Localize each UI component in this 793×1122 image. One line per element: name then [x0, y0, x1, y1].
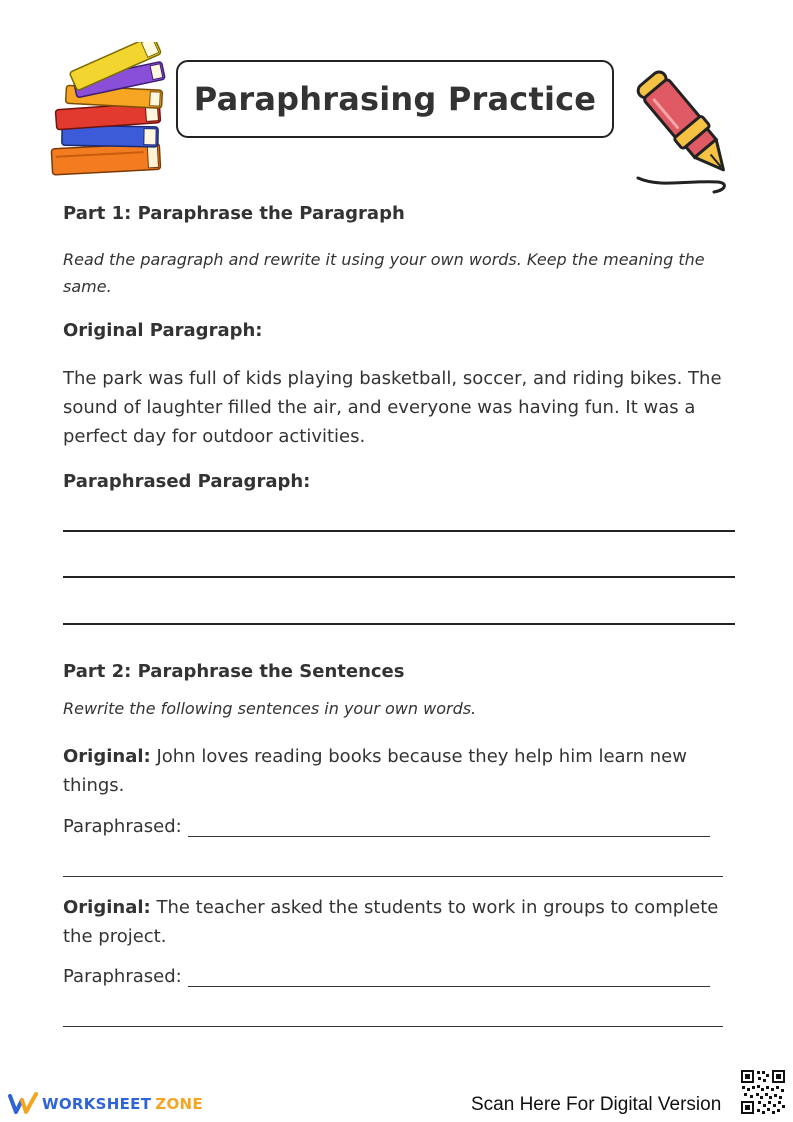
sentence-1-answer-line-2[interactable]: [63, 876, 723, 877]
part2-instruction: Rewrite the following sentences in your own words.: [63, 699, 477, 718]
sentence-1-original-label: Original:: [63, 746, 151, 767]
sentence-2: [63, 893, 743, 951]
part1-heading: Part 1: Paraphrase the Paragraph: [63, 203, 405, 224]
sentence-1-paraphrased-label: Paraphrased:: [63, 816, 182, 837]
brand-worksheet-text: WORKSHEET: [42, 1095, 152, 1113]
brand-zone-text: ZONE: [155, 1095, 203, 1113]
answer-line-3[interactable]: [63, 623, 735, 625]
answer-line-2[interactable]: [63, 576, 735, 578]
sentence-2-paraphrase-row: [63, 966, 710, 987]
part2-heading: Part 2: Paraphrase the Sentences: [63, 661, 405, 682]
qr-code-icon[interactable]: [740, 1069, 786, 1119]
paraphrased-paragraph-label: Paraphrased Paragraph:: [63, 471, 311, 492]
sentence-1-original-text: John loves reading books because they help him learn new things.: [63, 746, 687, 796]
scan-caption: Scan Here For Digital Version: [471, 1094, 722, 1115]
title-box: [176, 60, 614, 138]
books-stack-icon: [48, 42, 170, 186]
sentence-2-answer-line-2[interactable]: [63, 1026, 723, 1027]
sentence-1-answer-blank[interactable]: [188, 818, 710, 837]
sentence-1-paraphrase-row: [63, 816, 710, 837]
answer-line-1[interactable]: [63, 530, 735, 532]
sentence-2-answer-blank[interactable]: [188, 968, 710, 987]
part1-instruction: Read the paragraph and rewrite it using your own words. Keep the meaning the same.: [63, 250, 705, 296]
sentence-2-paraphrased-label: Paraphrased:: [63, 966, 182, 987]
brand-logo[interactable]: [8, 1092, 203, 1116]
worksheet-zone-logo-icon: [8, 1092, 38, 1116]
pen-icon: [630, 70, 752, 204]
page-title: Paraphrasing Practice: [193, 80, 597, 118]
original-paragraph-text: The park was full of kids playing basketball, soccer, and riding bikes. The sound of laughter filled the air, and everyone was having fun. It was a perfect day for outdoor activities.: [63, 368, 722, 447]
sentence-2-original-text: The teacher asked the students to work in groups to complete the project.: [63, 897, 719, 947]
sentence-1: [63, 742, 743, 800]
sentence-2-original-label: Original:: [63, 897, 151, 918]
original-paragraph-label: Original Paragraph:: [63, 320, 263, 341]
